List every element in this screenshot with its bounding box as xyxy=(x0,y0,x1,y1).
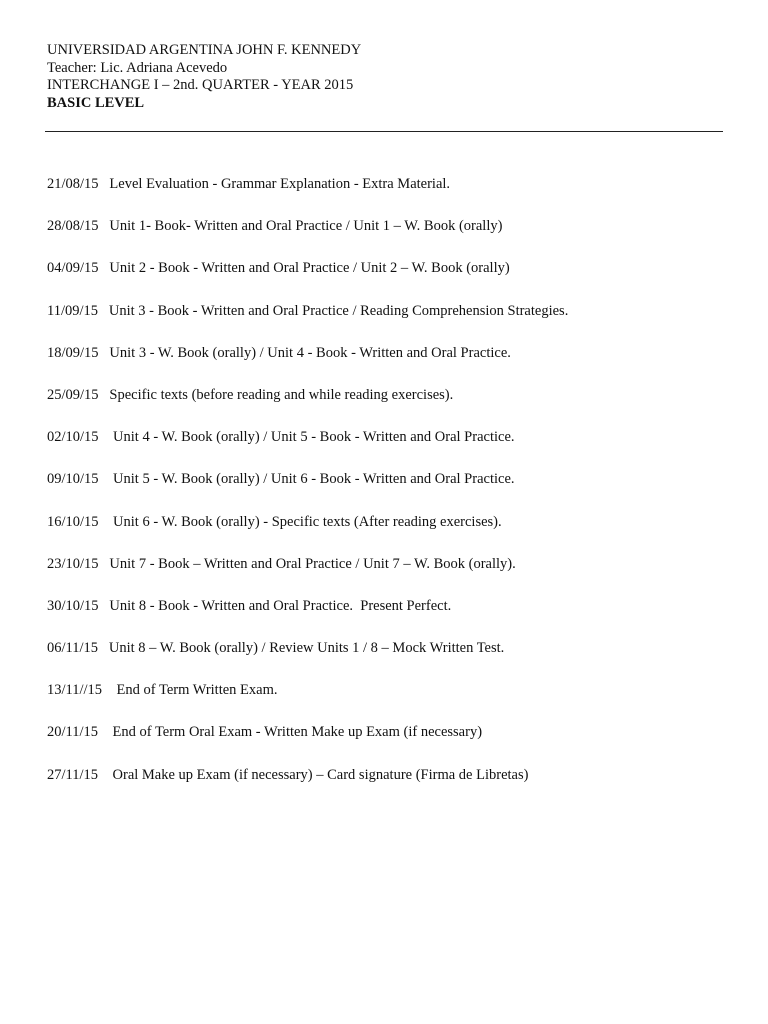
schedule-entry: 02/10/15 Unit 4 - W. Book (orally) / Unit 5 - Book - Written and Oral Practice. xyxy=(47,429,515,446)
schedule-entry: 04/09/15 Unit 2 - Book - Written and Oral Practice / Unit 2 – W. Book (orally) xyxy=(47,260,510,277)
schedule-entry: 13/11//15 End of Term Written Exam. xyxy=(47,682,278,699)
schedule-entry: 16/10/15 Unit 6 - W. Book (orally) - Specific texts (After reading exercises). xyxy=(47,513,502,530)
class-schedule xyxy=(47,174,568,807)
document-header xyxy=(47,42,361,112)
teacher-name: Teacher: Lic. Adriana Acevedo xyxy=(47,59,228,76)
course-title: INTERCHANGE I – 2nd. QUARTER - YEAR 2015 xyxy=(47,77,354,93)
schedule-entry: 18/09/15 Unit 3 - W. Book (orally) / Unit 4 - Book - Written and Oral Practice. xyxy=(47,344,511,361)
university-name: UNIVERSIDAD ARGENTINA JOHN F. KENNEDY xyxy=(47,42,362,58)
schedule-entry: 20/11/15 End of Term Oral Exam - Written Make up Exam (if necessary) xyxy=(47,724,483,741)
horizontal-divider xyxy=(45,131,723,132)
schedule-entry: 09/10/15 Unit 5 - W. Book (orally) / Unit 6 - Book - Written and Oral Practice. xyxy=(47,471,515,488)
schedule-entry: 28/08/15 Unit 1- Book- Written and Oral Practice / Unit 1 – W. Book (orally) xyxy=(47,218,503,235)
schedule-entry: 23/10/15 Unit 7 - Book – Written and Oral Practice / Unit 7 – W. Book (orally). xyxy=(47,555,516,572)
schedule-entry: 25/09/15 Specific texts (before reading and while reading exercises). xyxy=(47,386,454,403)
schedule-entry: 06/11/15 Unit 8 – W. Book (orally) / Review Units 1 / 8 – Mock Written Test. xyxy=(47,640,505,657)
schedule-entry: 30/10/15 Unit 8 - Book - Written and Oral Practice. Present Perfect. xyxy=(47,597,452,614)
level-label: BASIC LEVEL xyxy=(47,94,145,111)
schedule-entry: 11/09/15 Unit 3 - Book - Written and Oral Practice / Reading Comprehension Strategies. xyxy=(47,302,569,319)
schedule-entry: 21/08/15 Level Evaluation - Grammar Explanation - Extra Material. xyxy=(47,176,451,192)
schedule-entry: 27/11/15 Oral Make up Exam (if necessary) – Card signature (Firma de Libretas) xyxy=(47,766,529,783)
